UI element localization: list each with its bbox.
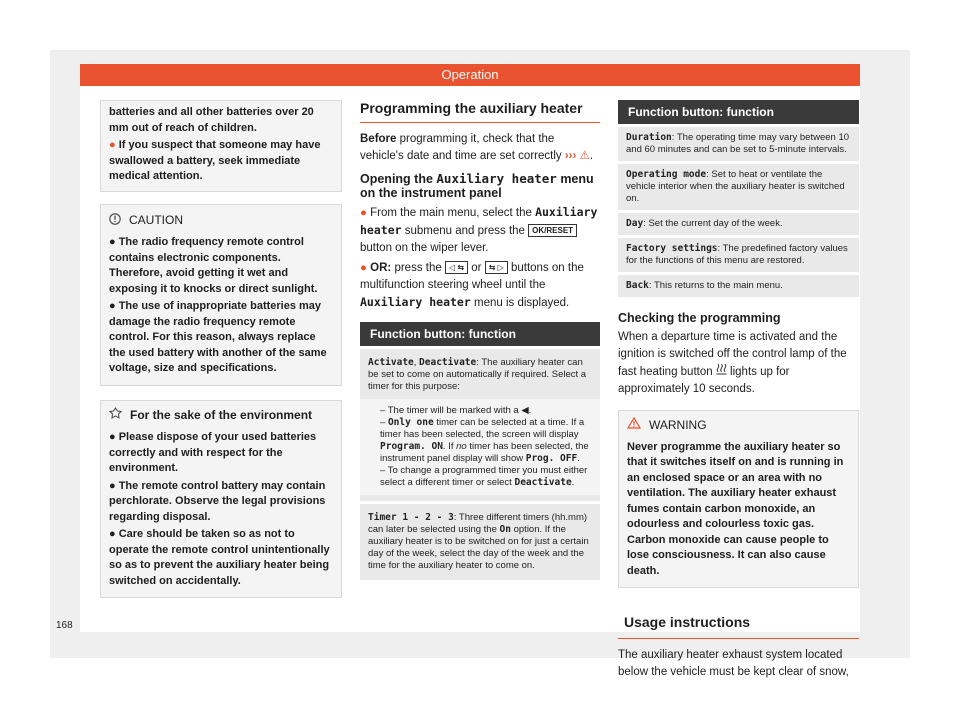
table-row: Operating mode: Set to heat or ventilate the vehicle interior when the auxiliary heater is switched on. [618,164,859,210]
ok-reset-button-symbol: OK/RESET [528,224,577,237]
step-2: ● OR: press the ◁ ⇆ or ⇆ ▷ buttons on the multifunction steering wheel until the Auxiliary heater menu is displayed. [360,262,584,309]
caution-title: CAUTION [129,213,183,227]
warning-text: Never programme the auxiliary heater so that it switches itself on and is running in an enclosed space or an area with no ventilation. The auxiliary heater exhaust fumes contain carbon monoxide, an odourless and colourless toxic gas. Carbon monoxide can cause people to lose consciousness. It can also cause death. [627,440,844,577]
leaf-icon [109,407,122,425]
table-row: Factory settings: The predefined factory values for the functions of this menu are restored. [618,238,859,272]
intro-paragraph: Before programming it, check that the vehicle's date and time are set correctly ››› ⚠. [360,133,594,162]
section-header: Operation [80,64,860,86]
usage-title: Usage instructions [624,614,751,631]
table-header: Function button: function [618,100,859,124]
table-row: Activate, Deactivate: The auxiliary heater can be set to come on automatically if required. Select a timer for this purpose: – The timer will be marked with a ◀. – Only one timer can be selected at a time. If a timer has been selected, the screen will display Program. ON. If no timer has been selected, the instrument panel display will show Prog. OFF. – To change a programmed timer you must either select a different timer or select Deactivate. [360,349,600,501]
environment-item-1: Please dispose of your used batteries correctly and with respect for the environment. [109,431,317,474]
column-left [100,100,342,598]
table-row: Back: This returns to the main menu. [618,275,859,297]
environment-title: For the sake of the environment [130,407,313,422]
column-right [618,100,859,681]
column-middle [360,100,600,580]
battery-text: batteries and all other batteries over 20 mm out of reach of children. [109,106,314,134]
timer-sublist: – The timer will be marked with a ◀. – Only one timer can be selected at a time. If a timer has been selected, the screen will display Program. ON. If no timer has been selected, the instrument panel display will show Prog. OFF. – To change a programmed timer you must either select a different timer or select Deactivate. [360,399,600,495]
table-row: Duration: The operating time may vary between 10 and 60 minutes and can be set to 5-minute intervals. [618,127,859,161]
caution-item-1: The radio frequency remote control contains electronic components. Therefore, avoid getting it wet and exposing it to knocks or direct sunlight. [109,236,318,295]
environment-item-2: The remote control battery may contain perchlorate. Observe the legal provisions regarding disposal. [109,479,326,523]
caution-box: CAUTION ● The radio frequency remote control contains electronic components. Therefore, avoid getting it wet and exposing it to knocks or direct sunlight. ● The use of inappropriate batteries may damage the radio frequency remote control. For this reason, always replace the used battery with another of the same voltage, size and specifications. [100,204,342,386]
table-row: Timer 1 - 2 - 3: Three different timers (hh.mm) can later be selected using the On option. If the auxiliary heater is to be switched on for just a certain day of the week, select the day of the week and the time for the auxiliary heater to come on. [360,504,600,580]
environment-heading [109,407,331,425]
step-1: ● From the main menu, select the Auxiliary heater submenu and press the OK/RESET button on the wiper lever. [360,205,598,254]
left-arrow-button-icon: ◁ ⇆ [445,261,468,274]
info-circle-icon [109,213,121,230]
menu-subheading: Opening the Auxiliary heater menu on the instrument panel [360,171,594,200]
checking-heading: Checking the programming [618,311,781,325]
table-row: Day: Set the current day of the week. [618,213,859,235]
warning-box [618,410,859,588]
cross-reference-arrows: ››› [564,150,577,162]
battery-bullet: If you suspect that someone may have swallowed a battery, seek immediate medical attention. [109,139,321,182]
heating-button-icon [716,363,727,381]
warning-title: WARNING [649,417,707,432]
section-title [360,100,600,123]
function-table-1 [360,322,600,580]
usage-paragraph: The auxiliary heater exhaust system located below the vehicle must be kept clear of snow, [618,649,849,679]
warning-heading [627,417,848,434]
bullet-icon: ● [109,139,119,151]
warning-triangle-icon: ⚠ [579,150,590,162]
environment-item-3: Care should be taken so as not to operate the remote control unintentionally so as to prevent the auxiliary heater being switched on accidentally. [109,528,330,587]
table-header: Function button: function [360,322,600,346]
right-arrow-button-icon: ⇆ ▷ [485,261,508,274]
page-number: 168 [56,620,73,631]
checking-paragraph: When a departure time is activated and the ignition is switched off the control lamp of the fast heating button lights up for approximately 10 seconds. [618,331,847,396]
caution-item-2: The use of inappropriate batteries may damage the radio frequency remote control. For this reason, always replace the used battery with another of the same voltage, size and specifications. [109,300,327,374]
usage-heading-block [618,614,859,639]
warning-triangle-icon [627,417,641,434]
caution-heading [109,213,331,230]
programming-title: Programming the auxiliary heater [360,100,583,116]
battery-warning-box [100,100,342,192]
environment-box: For the sake of the environment ● Please dispose of your used batteries correctly and with respect for the environment. ● The remote control battery may contain perchlorate. Observe the legal provisions regarding disposal. ● Care should be taken so as not to operate the remote control unintentionally so as to prevent the auxiliary heater being switched on accidentally. [100,400,342,599]
